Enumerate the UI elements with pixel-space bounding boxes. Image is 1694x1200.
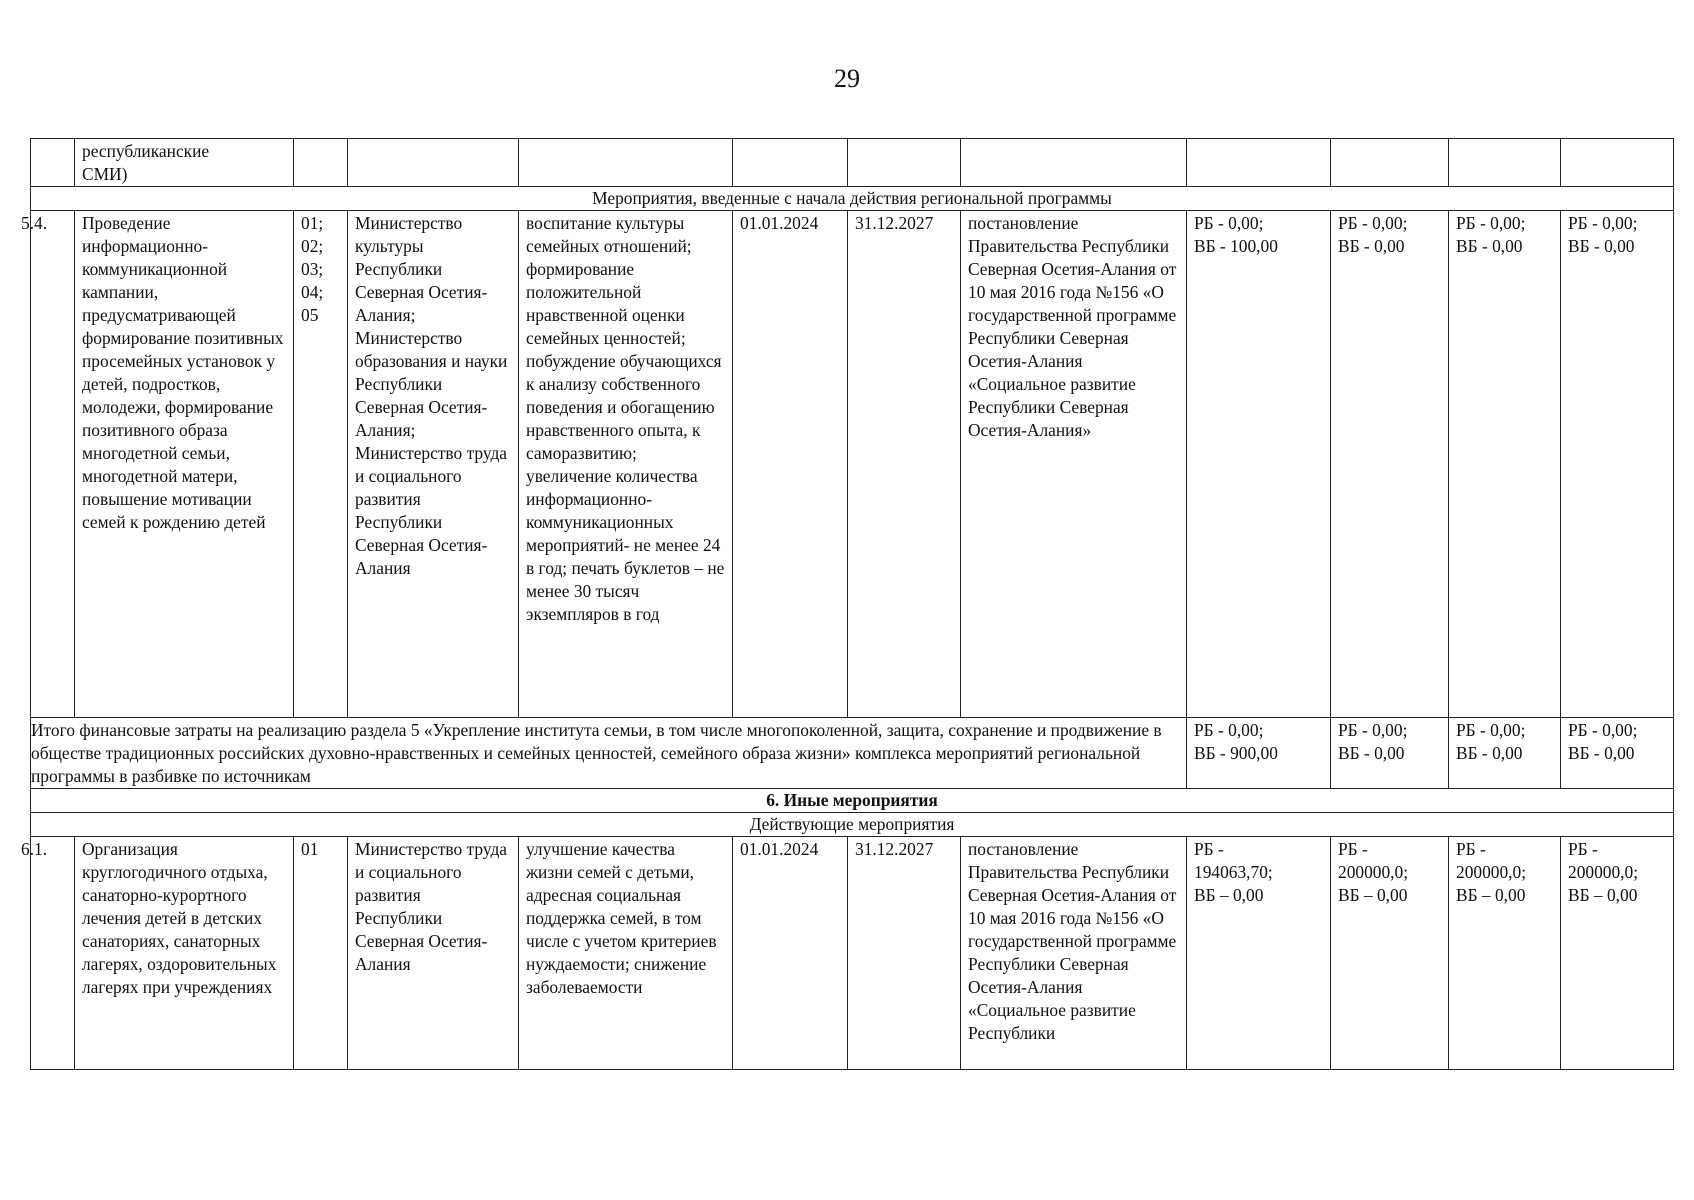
legal-basis: постановление Правительства Республики Северная Осетия-Алания от 10 мая 2016 года №156 «О государственной программе Республики Северная Осетия-Алания «Социальное развитие Республики bbox=[961, 837, 1187, 1070]
expected-result: воспитание культуры семейных отношений; формирование положительной нравственной оценки семейных ценностей; побуждение обучающихся к анализу собственного поведения и обогащению нравственного опыта, к саморазвитию; увеличение количества информационно-коммуникационных мероприятий- не менее 24 в год; печать буклетов – не менее 30 тысяч экземпляров в год bbox=[519, 211, 733, 718]
total-row bbox=[31, 718, 1674, 789]
measure-name: Проведение информационно-коммуникационной кампании, предусматривающей формирование позитивных просемейных установок у детей, подростков, молодежи, формирование позитивного образа многодетной семьи, многодетной матери, повышение мотивации семей к рождению детей bbox=[75, 211, 294, 718]
end-date: 31.12.2027 bbox=[848, 211, 961, 718]
section5-subheader-row bbox=[31, 187, 1674, 211]
cell-codes bbox=[294, 139, 348, 187]
total-funding-3: РБ - 0,00; ВБ - 0,00 bbox=[1449, 718, 1561, 789]
cell-name: республиканские СМИ) bbox=[75, 139, 294, 187]
table-row-6-1 bbox=[31, 837, 1674, 1070]
end-date: 31.12.2027 bbox=[848, 837, 961, 1070]
row-number: 6.1. bbox=[31, 837, 75, 1070]
funding-1: РБ - 0,00; ВБ - 100,00 bbox=[1187, 211, 1331, 718]
cell-fin-2 bbox=[1331, 139, 1449, 187]
measure-name: Организация круглогодичного отдыха, санаторно-курортного лечения детей в детских санаториях, санаторных лагерях, оздоровительных лагерях при учреждениях bbox=[75, 837, 294, 1070]
funding-2: РБ - 0,00; ВБ - 0,00 bbox=[1331, 211, 1449, 718]
row-number: 5.4. bbox=[31, 211, 75, 718]
legal-basis: постановление Правительства Республики Северная Осетия-Алания от 10 мая 2016 года №156 «О государственной программе Республики Северная Осетия-Алания «Социальное развитие Республики Северная Осетия-Алания» bbox=[961, 211, 1187, 718]
cell-executor bbox=[348, 139, 519, 187]
measures-table bbox=[21, 138, 1673, 1070]
cell-end bbox=[848, 139, 961, 187]
task-codes: 01; 02; 03; 04; 05 bbox=[294, 211, 348, 718]
carry-over-row bbox=[31, 139, 1674, 187]
total-funding-4: РБ - 0,00; ВБ - 0,00 bbox=[1561, 718, 1674, 789]
total-description: Итого финансовые затраты на реализацию раздела 5 «Укрепление института семьи, в том числе многопоколенной, защита, сохранение и продвижение в обществе традиционных российских духовно-нравственных и семейных ценностей, семейного образа жизни» комплекса мероприятий региональной программы в разбивке по источникам bbox=[31, 718, 1187, 789]
cell-fin-4 bbox=[1561, 139, 1674, 187]
funding-4: РБ - 200000,0; ВБ – 0,00 bbox=[1561, 837, 1674, 1070]
start-date: 01.01.2024 bbox=[733, 211, 848, 718]
total-funding-2: РБ - 0,00; ВБ - 0,00 bbox=[1331, 718, 1449, 789]
cell-num bbox=[31, 139, 75, 187]
task-codes: 01 bbox=[294, 837, 348, 1070]
cell-basis bbox=[961, 139, 1187, 187]
section6-header-row bbox=[31, 789, 1674, 813]
executor: Министерство культуры Республики Северная Осетия-Алания; Министерство образования и науки Республики Северная Осетия-Алания; Министерство труда и социального развития Республики Северная Осетия-Алания bbox=[348, 211, 519, 718]
start-date: 01.01.2024 bbox=[733, 837, 848, 1070]
funding-2: РБ - 200000,0; ВБ – 0,00 bbox=[1331, 837, 1449, 1070]
funding-3: РБ - 0,00; ВБ - 0,00 bbox=[1449, 211, 1561, 718]
expected-result: улучшение качества жизни семей с детьми, адресная социальная поддержка семей, в том числе с учетом критериев нуждаемости; снижение заболеваемости bbox=[519, 837, 733, 1070]
section6-subheader-row bbox=[31, 813, 1674, 837]
page-number: 29 bbox=[834, 64, 860, 93]
section6-subheader: Действующие мероприятия bbox=[31, 813, 1674, 837]
executor: Министерство труда и социального развития Республики Северная Осетия-Алания bbox=[348, 837, 519, 1070]
section5-subheader: Мероприятия, введенные с начала действия региональной программы bbox=[31, 187, 1674, 211]
section6-title: 6. Иные мероприятия bbox=[31, 789, 1674, 813]
cell-fin-1 bbox=[1187, 139, 1331, 187]
cell-start bbox=[733, 139, 848, 187]
funding-4: РБ - 0,00; ВБ - 0,00 bbox=[1561, 211, 1674, 718]
table-row-5-4 bbox=[31, 211, 1674, 718]
funding-1: РБ - 194063,70; ВБ – 0,00 bbox=[1187, 837, 1331, 1070]
cell-result bbox=[519, 139, 733, 187]
cell-fin-3 bbox=[1449, 139, 1561, 187]
funding-3: РБ - 200000,0; ВБ – 0,00 bbox=[1449, 837, 1561, 1070]
total-funding-1: РБ - 0,00; ВБ - 900,00 bbox=[1187, 718, 1331, 789]
